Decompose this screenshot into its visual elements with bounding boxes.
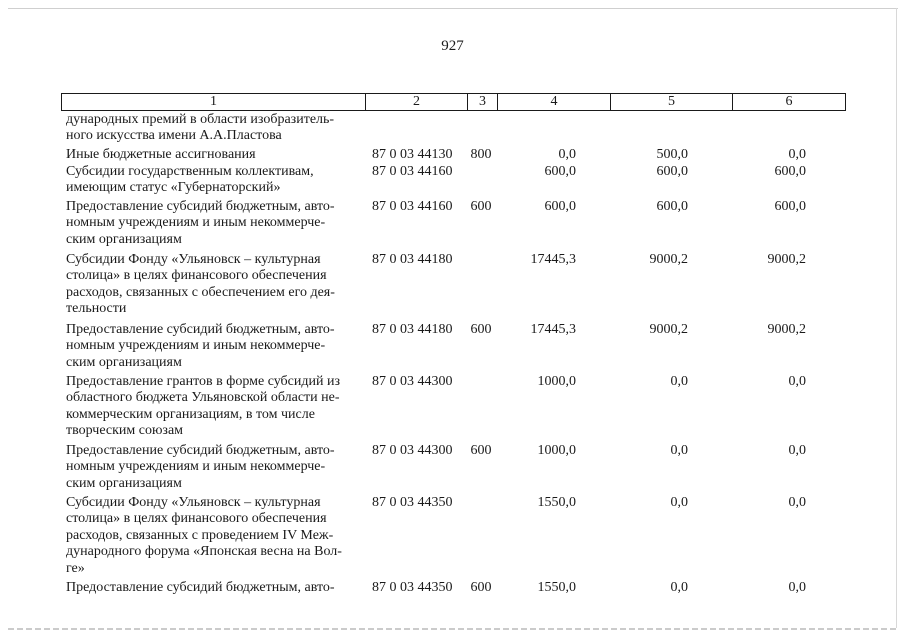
table-header (61, 93, 846, 111)
row-value-col6: 0,0 (788, 580, 806, 595)
row-description (66, 147, 360, 163)
description-line: Субсидии Фонду «Ульяновск – культурная (66, 495, 321, 510)
row-description (66, 443, 360, 492)
header-col-3: 3 (467, 94, 497, 110)
description-line: расходов, связанных с проведением IV Меж- (66, 527, 334, 543)
row-value-col4: 0,0 (558, 147, 576, 162)
description-line: номным учреждениям и иным некоммерче- (66, 338, 326, 354)
row-code: 87 0 03 44160 (372, 199, 453, 214)
row-value-col6: 0,0 (788, 147, 806, 162)
row-value-col5: 9000,2 (649, 252, 688, 267)
row-code: 87 0 03 44300 (372, 443, 453, 458)
description-line: Иные бюджетные ассигнования (66, 147, 256, 162)
description-line: ного искусства имени А.А.Пластова (66, 128, 282, 144)
row-value-col5: 600,0 (656, 164, 688, 179)
description-line: дународного форума «Японская весна на Вол- (66, 544, 342, 560)
row-value-col5: 9000,2 (649, 322, 688, 337)
row-value-col4: 600,0 (544, 199, 576, 214)
row-expense-type: 600 (470, 199, 492, 214)
scan-frame-bottom (8, 628, 898, 630)
description-line: ским организациям (66, 231, 182, 247)
row-code: 87 0 03 44180 (372, 322, 453, 337)
description-line: Предоставление грантов в форме субсидий из (66, 374, 340, 389)
row-code: 87 0 03 44130 (372, 147, 453, 162)
description-line: номным учреждениям и иным некоммерче- (66, 459, 326, 475)
row-description (66, 374, 360, 440)
description-line: Предоставление субсидий бюджетным, авто- (66, 443, 335, 458)
scan-frame-top (8, 8, 898, 9)
header-col-4: 4 (497, 94, 610, 110)
row-value-col4: 17445,3 (530, 252, 576, 267)
description-line: тельности (66, 301, 127, 317)
description-line: творческим союзам (66, 423, 184, 439)
row-value-col4: 1550,0 (537, 495, 576, 510)
description-line: дународных премий в области изобразитель- (66, 112, 335, 127)
row-value-col4: 1000,0 (537, 443, 576, 458)
row-code: 87 0 03 44350 (372, 580, 453, 595)
header-col-5: 5 (610, 94, 732, 110)
row-description (66, 252, 360, 318)
row-value-col6: 0,0 (788, 374, 806, 389)
description-line: номным учреждениям и иным некоммерче- (66, 215, 326, 231)
description-line: столица» в целях финансового обеспечения (66, 268, 327, 284)
description-line: расходов, связанных с обеспечением его дея- (66, 284, 335, 300)
row-value-col5: 0,0 (670, 443, 688, 458)
row-value-col5: 0,0 (670, 374, 688, 389)
row-value-col4: 1000,0 (537, 374, 576, 389)
row-value-col6: 600,0 (774, 164, 806, 179)
row-description (66, 164, 360, 197)
row-description (66, 199, 360, 248)
row-value-col5: 0,0 (670, 580, 688, 595)
row-value-col5: 500,0 (656, 147, 688, 162)
page-number: 927 (441, 38, 464, 54)
row-expense-type: 800 (470, 147, 492, 162)
row-value-col6: 9000,2 (767, 322, 806, 337)
row-value-col6: 0,0 (788, 443, 806, 458)
description-line: ским организациям (66, 354, 182, 370)
description-line: ге» (66, 560, 85, 576)
row-expense-type: 600 (470, 580, 492, 595)
row-code: 87 0 03 44350 (372, 495, 453, 510)
header-col-6: 6 (732, 94, 845, 110)
row-code: 87 0 03 44160 (372, 164, 453, 179)
row-expense-type: 600 (470, 322, 492, 337)
row-value-col4: 600,0 (544, 164, 576, 179)
description-line: имеющим статус «Губернаторский» (66, 180, 281, 196)
row-expense-type: 600 (470, 443, 492, 458)
row-value-col6: 9000,2 (767, 252, 806, 267)
row-description (66, 112, 360, 145)
description-line: Предоставление субсидий бюджетным, авто- (66, 580, 335, 595)
description-line: ским организациям (66, 475, 182, 491)
row-code: 87 0 03 44300 (372, 374, 453, 389)
row-value-col5: 0,0 (670, 495, 688, 510)
header-col-1: 1 (210, 94, 217, 109)
row-value-col4: 1550,0 (537, 580, 576, 595)
row-value-col6: 600,0 (774, 199, 806, 214)
description-line: Предоставление субсидий бюджетным, авто- (66, 199, 335, 214)
row-description (66, 495, 360, 577)
row-description (66, 322, 360, 371)
row-value-col5: 600,0 (656, 199, 688, 214)
row-value-col6: 0,0 (788, 495, 806, 510)
description-line: Предоставление субсидий бюджетным, авто- (66, 322, 335, 337)
description-line: Субсидии государственным коллективам, (66, 164, 314, 179)
description-line: коммерческим организациям, в том числе (66, 406, 315, 422)
header-col-2: 2 (365, 94, 467, 110)
description-line: столица» в целях финансового обеспечения (66, 511, 327, 527)
description-line: областного бюджета Ульяновской области не- (66, 390, 340, 406)
description-line: Субсидии Фонду «Ульяновск – культурная (66, 252, 321, 267)
row-description (66, 580, 360, 596)
scan-frame-right (896, 8, 897, 628)
row-code: 87 0 03 44180 (372, 252, 453, 267)
row-value-col4: 17445,3 (530, 322, 576, 337)
